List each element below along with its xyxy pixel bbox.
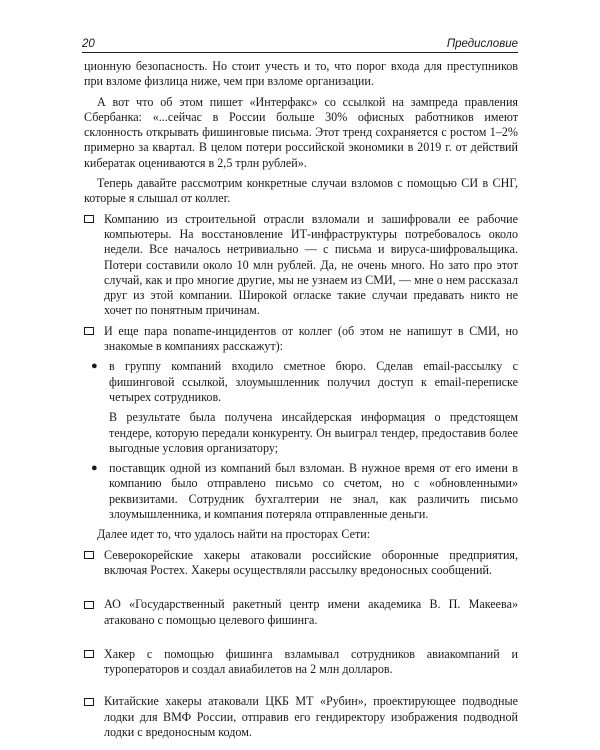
found-list-item [84, 548, 518, 579]
checkbox-icon [84, 551, 94, 559]
checkbox-icon [84, 327, 94, 335]
bullet-icon: ● [91, 462, 98, 475]
found-text: АО «Государственный ракетный центр имени академика В. П. Макеева» атаковано с помощью целевого фишинга. [104, 597, 518, 627]
paragraph: Далее идет то, что удалось найти на просторах Сети: [97, 527, 371, 542]
bullet-text: в группу компаний входило сметное бюро. Сделав email-рассылку с фишинговой ссылкой, злоумышленник получил доступ к email-переписке четырех сотрудников. [109, 359, 518, 404]
paragraph: А вот что об этом пишет «Интерфакс» со ссылкой на зампреда правления Сбербанка: «...сейчас в России больше 30% офисных работников имеют склонность открывать фишинговые письма. Этот тренд сохраняется с ростом 1–2% примерно за квартал. В целом потери российской экономики в 2019 г. от действий кибератак оцениваются в 2,5 трлн рублей». [84, 94, 518, 170]
page-header [82, 38, 518, 53]
page-number: 20 [82, 38, 95, 50]
found-text: Северокорейские хакеры атаковали российские оборонные предприятия, включая Ростех. Хакеры осуществляли рассылку вредоносных сообщений. [104, 547, 518, 577]
found-list-item [84, 597, 518, 628]
checkbox-icon [84, 650, 94, 658]
bullet-followup: В результате была получена инсайдерская информация о предстоящем тендере, которую передали конкуренту. Он выиграл тендер, предоставив более выгодные условия организатору; [109, 410, 518, 455]
checkbox-icon [84, 698, 94, 706]
checkbox-icon [84, 215, 94, 223]
found-list-item [84, 694, 518, 740]
bullet-list-item [84, 461, 518, 522]
bullet-list-item [84, 359, 518, 405]
found-text: Китайские хакеры атаковали ЦКБ МТ «Рубин», проектирующее подводные лодки для ВМФ России, отправив его гендиректору изображения подводной лодки с вредоносным кодом. [104, 694, 518, 739]
case-text: И еще пара noname-инцидентов от коллег (об этом не напишут в СМИ, но знакомые в компаниях расскажут): [104, 323, 518, 354]
page-body [84, 59, 518, 740]
checkbox-icon [84, 601, 94, 609]
found-list-item [84, 647, 518, 678]
bullet-icon: ● [91, 360, 98, 373]
bullet-text: поставщик одной из компаний был взломан. В нужное время от его имени в компанию было отправлено письмо со счетом, но с «обновленными» реквизитами. Сотрудник бухгалтерии не знал, как различить письмо злоумышленника, и компания потеряла отправленные деньги. [109, 461, 518, 522]
case-text: Компанию из строительной отрасли взломали и зашифровали ее рабочие компьютеры. На восстановление ИТ-инфраструктуры потребовалось около недели. Все началось нетривиально — с письма и вируса-шифровальщика. Потери составили около 10 млн рублей. Да, не очень много. Но зато про этот случай, как и про многие другие, мы не узнаем из СМИ, — мне о нем рассказал друг из этой компании. Широкой огласке такие случаи предавать никто не хочет по понятным причинам. [104, 211, 518, 318]
section-title: Предисловие [446, 38, 518, 50]
found-text: Хакер с помощью фишинга взламывал сотрудников авиакомпаний и туроператоров и создал авиабилетов на 2 млн долларов. [104, 646, 518, 677]
paragraph: ционную безопасность. Но стоит учесть и то, что порог входа для преступников при взломе физлица ниже, чем при взломе организации. [84, 59, 518, 89]
case-list-item [84, 212, 518, 319]
case-list-item [84, 324, 518, 355]
paragraph: Теперь давайте рассмотрим конкретные случаи взломов с помощью СИ в СНГ, которые я слышал от коллег. [84, 176, 518, 206]
